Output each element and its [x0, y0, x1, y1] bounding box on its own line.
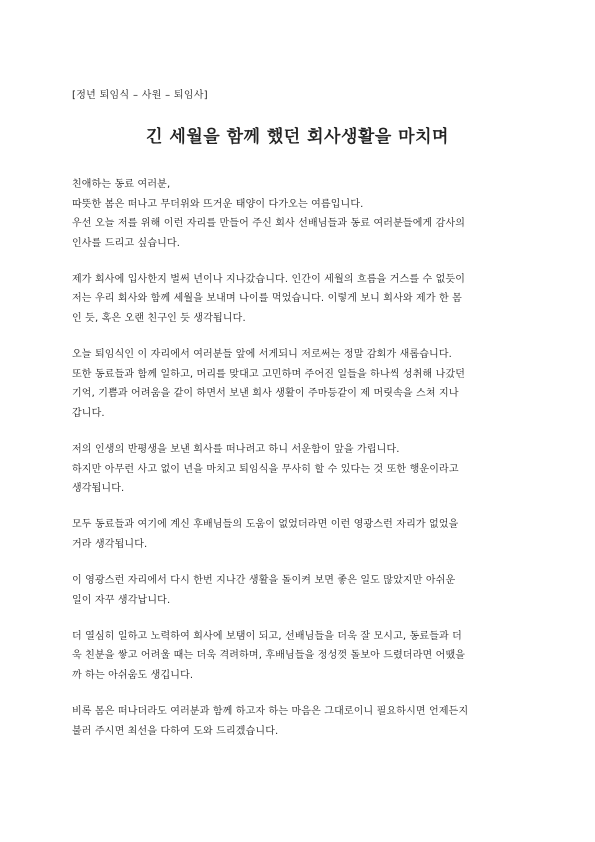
paragraph [72, 440, 526, 499]
paragraph [72, 345, 526, 423]
text-line: 저는 우리 회사와 함께 세월을 보내며 나이를 먹었습니다. 이렇게 보니 회사와 제가 한 몸 [72, 293, 462, 305]
paragraph [72, 627, 526, 686]
text-line: 인사를 드리고 싶습니다. [72, 237, 181, 249]
text-line: 생각됩니다. [72, 483, 125, 495]
text-line: 인 듯, 혹은 오랜 친구인 듯 생각됩니다. [72, 313, 246, 325]
text-line: 거라 생각됩니다. [72, 538, 148, 550]
page-title: 긴 세월을 함께 했던 회사생활을 마치며 [146, 127, 449, 147]
text-line: 제가 회사에 입사한지 벌써 년이나 지나갔습니다. 인간이 세월의 흐름을 거스를 수 없듯이 [72, 273, 466, 285]
paragraph [72, 702, 526, 741]
text-line: 따뜻한 봄은 떠나고 무더위와 뜨거운 태양이 다가오는 여름입니다. [72, 198, 364, 210]
text-line: 하지만 아무런 사고 없이 년을 마치고 퇴임식을 무사히 할 수 있다는 것 또한 행운이라고 [72, 463, 459, 475]
text-line: 욱 친분을 쌓고 어려울 때는 더욱 격려하며, 후배님들을 정성껏 돌보아 드렸더라면 어땠을 [72, 650, 466, 662]
text-line: 또한 동료들과 함께 일하고, 머리를 맞대고 고민하며 주어진 일들을 하나씩 성취해 나갔던 [72, 368, 466, 380]
paragraph [72, 270, 526, 329]
text-line: 일이 자꾸 생각납니다. [72, 594, 171, 606]
text-line: 기억, 기쁨과 어려움을 같이 하면서 보낸 회사 생활이 주마등같이 제 머릿속을 스쳐 지나 [72, 388, 459, 400]
text-line: 모두 동료들과 여기에 계신 후배님들의 도움이 없었더라면 이런 영광스런 자리가 없었을 [72, 519, 459, 531]
text-line: 오늘 퇴임식인 이 자리에서 여러분들 앞에 서게되니 저로써는 정말 감회가 새롭습니다. [72, 349, 452, 361]
paragraph [72, 571, 526, 610]
text-line: 불러 주시면 최선을 다하여 도와 드리겠습니다. [72, 725, 279, 737]
text-line: 비록 몸은 떠나더라도 여러분과 함께 하고자 하는 마음은 그대로이니 필요하시면 언제든지 [72, 705, 469, 717]
text-line: 저의 인생의 반평생을 보낸 회사를 떠나려고 하니 서운함이 앞을 가립니다. [72, 444, 400, 456]
paragraph [72, 175, 526, 253]
text-line: 친애하는 동료 여러분, [72, 179, 171, 190]
text-line: 우선 오늘 저를 위해 이런 자리를 만들어 주신 회사 선배님들과 동료 여러분들에게 감사의 [72, 218, 466, 230]
text-line: 이 영광스런 자리에서 다시 한번 지나간 생활을 돌이켜 보면 좋은 일도 많았지만 아쉬운 [72, 575, 456, 586]
text-line: 갑니다. [72, 407, 105, 419]
header-tag: [정년 퇴임식 – 사원 – 퇴임사] [72, 90, 208, 101]
paragraph [72, 515, 526, 554]
text-line: 까 하는 아쉬움도 생깁니다. [72, 669, 194, 681]
text-line: 더 열심히 일하고 노력하여 회사에 보탬이 되고, 선배님들을 더욱 잘 모시고, 동료들과 더 [72, 630, 462, 642]
document-body [72, 175, 526, 758]
